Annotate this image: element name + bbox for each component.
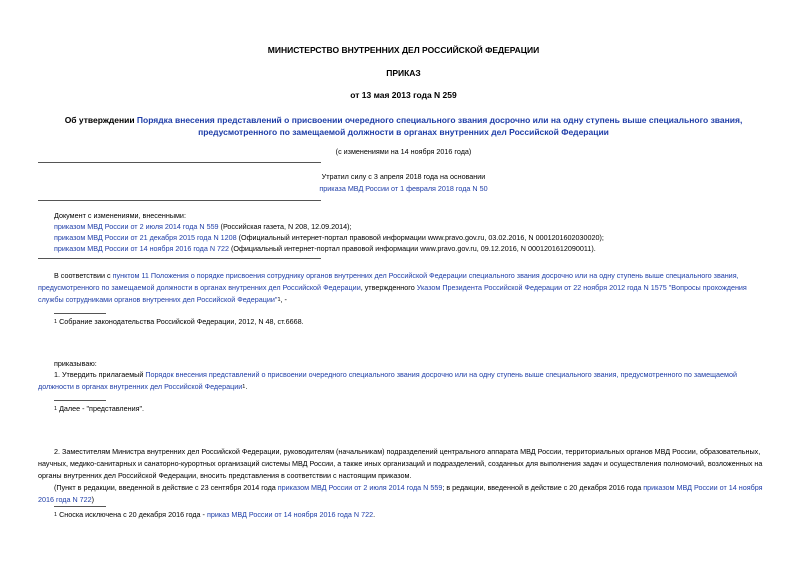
item-2-line: органы внутренних дел Российской Федерации, вносить представления в соответствии с настоящим приказом. bbox=[38, 471, 412, 480]
procedure-link-cont[interactable]: должности в органах внутренних дел Российской Федерации bbox=[38, 382, 243, 391]
decree-link[interactable]: Указом Президента Российской Федерации от 22 ноября 2012 года N 1575 "Вопросы прохождения bbox=[416, 283, 747, 292]
change-link[interactable]: приказом МВД России от 21 декабря 2015 года N 1208 bbox=[54, 233, 237, 242]
change-link[interactable]: приказом МВД России от 2 июля 2014 года N 559 bbox=[54, 222, 219, 231]
item-1 bbox=[38, 369, 770, 393]
footnote-text: Далее - "представления". bbox=[59, 404, 145, 413]
footnote-mark: 1 bbox=[54, 319, 58, 325]
change-source: (Российская газета, N 208, 12.09.2014); bbox=[218, 222, 352, 231]
preamble-link-cont[interactable]: предусмотренного по замещаемой должности в органах внутренних дел Российской Федерации bbox=[38, 283, 361, 292]
footnote bbox=[54, 403, 144, 415]
decree-link-cont[interactable]: службы сотрудниками органов внутренних дел Российской Федерации" bbox=[38, 295, 278, 304]
edit-note-end: ) bbox=[91, 495, 95, 504]
edit-link[interactable]: приказом МВД России от 2 июля 2014 года N 559 bbox=[277, 483, 443, 492]
footnote-text: Собрание законодательства Российской Федерации, 2012, N 48, ст.6668. bbox=[59, 317, 304, 326]
changes-heading: Документ с изменениями, внесенными: bbox=[54, 211, 186, 220]
preamble-end: , - bbox=[280, 295, 287, 304]
item-2-line: 2. Заместителям Министра внутренних дел Российской Федерации, руководителям (начальникам) подразделений центрального аппарата МВД России, территориальных органов МВД России, образовательных, bbox=[54, 447, 761, 456]
change-source: (Официальный интернет-портал правовой информации www.pravo.gov.ru, 03.02.2016, N 0001201602030020); bbox=[236, 233, 604, 242]
procedure-link[interactable]: Порядок внесения представлений о присвоении очередного специального звания досрочно или на одну ступень выше специального звания, предусмотренного по замещаемой bbox=[145, 370, 737, 379]
edit-link-cont[interactable]: 2016 года N 722 bbox=[38, 495, 92, 504]
preamble bbox=[38, 270, 770, 306]
preamble-link[interactable]: пунктом 11 Положения о порядке присвоения сотруднику органов внутренних дел Российской Федерации специального звания досрочно или на одну ступень выше специального звания, bbox=[112, 271, 739, 280]
item-2 bbox=[38, 446, 770, 506]
item-2-line: научных, медико-санитарных и санаторно-курортных организаций системы МВД России, а также иных организаций и подразделений, созданных для выполнения задач и осуществления полномочий, возложенных на bbox=[38, 459, 763, 468]
footnote-end: . bbox=[373, 510, 376, 519]
footnote-text: Сноска исключена с 20 декабря 2016 года - bbox=[59, 510, 207, 519]
footnote-mark: 1 bbox=[54, 406, 58, 412]
divider bbox=[38, 200, 321, 201]
edit-note: (Пункт в редакции, введенной в действие с 23 сентября 2014 года bbox=[54, 483, 278, 492]
footnote-divider bbox=[54, 506, 106, 507]
footnote-divider bbox=[54, 313, 106, 314]
page-title bbox=[10, 114, 797, 138]
change-source: (Официальный интернет-портал правовой информации www.pravo.gov.ru, 09.12.2016, N 0001201612090011). bbox=[229, 244, 596, 253]
expired-note: Утратил силу с 3 апреля 2018 года на основании bbox=[321, 172, 486, 181]
footnote bbox=[54, 509, 375, 521]
edit-link[interactable]: приказом МВД России от 14 ноября bbox=[643, 483, 763, 492]
title-link-cont[interactable]: предусмотренного по замещаемой должности в органах внутренних дел Российской Федерации bbox=[198, 127, 609, 137]
item-text: 1. Утвердить прилагаемый bbox=[54, 370, 146, 379]
edit-note: ; в редакции, введенной в действие с 20 декабря 2016 года bbox=[442, 483, 644, 492]
doc-type-heading: ПРИКАЗ bbox=[386, 68, 421, 78]
title-prefix: Об утверждении bbox=[64, 115, 137, 125]
expired-link[interactable]: приказа МВД России от 1 февраля 2018 года N 50 bbox=[319, 184, 488, 193]
divider bbox=[38, 258, 321, 259]
order-word: приказываю: bbox=[54, 359, 97, 368]
change-link[interactable]: приказом МВД России от 14 ноября 2016 года N 722 bbox=[54, 244, 230, 253]
title-link[interactable]: Порядка внесения представлений о присвоении очередного специального звания досрочно или на одну ступень выше специального звания, bbox=[136, 115, 743, 125]
list-item bbox=[54, 243, 596, 255]
divider bbox=[38, 162, 321, 163]
footnote-ref[interactable]: 1 bbox=[277, 297, 281, 303]
amendments-note: (с изменениями на 14 ноября 2016 года) bbox=[335, 147, 472, 156]
footnote-link[interactable]: приказ МВД России от 14 ноября 2016 года N 722 bbox=[206, 510, 374, 519]
footnote-mark: 1 bbox=[54, 512, 58, 518]
footnote bbox=[54, 316, 304, 328]
preamble-text: В соответствии с bbox=[54, 271, 113, 280]
footnote-ref[interactable]: 1 bbox=[242, 384, 246, 390]
item-end: . bbox=[245, 382, 248, 391]
doc-date: от 13 мая 2013 года N 259 bbox=[350, 90, 457, 100]
preamble-text: , утвержденного bbox=[360, 283, 417, 292]
footnote-divider bbox=[54, 400, 106, 401]
ministry-heading: МИНИСТЕРСТВО ВНУТРЕННИХ ДЕЛ РОССИЙСКОЙ ФЕДЕРАЦИИ bbox=[267, 45, 540, 55]
